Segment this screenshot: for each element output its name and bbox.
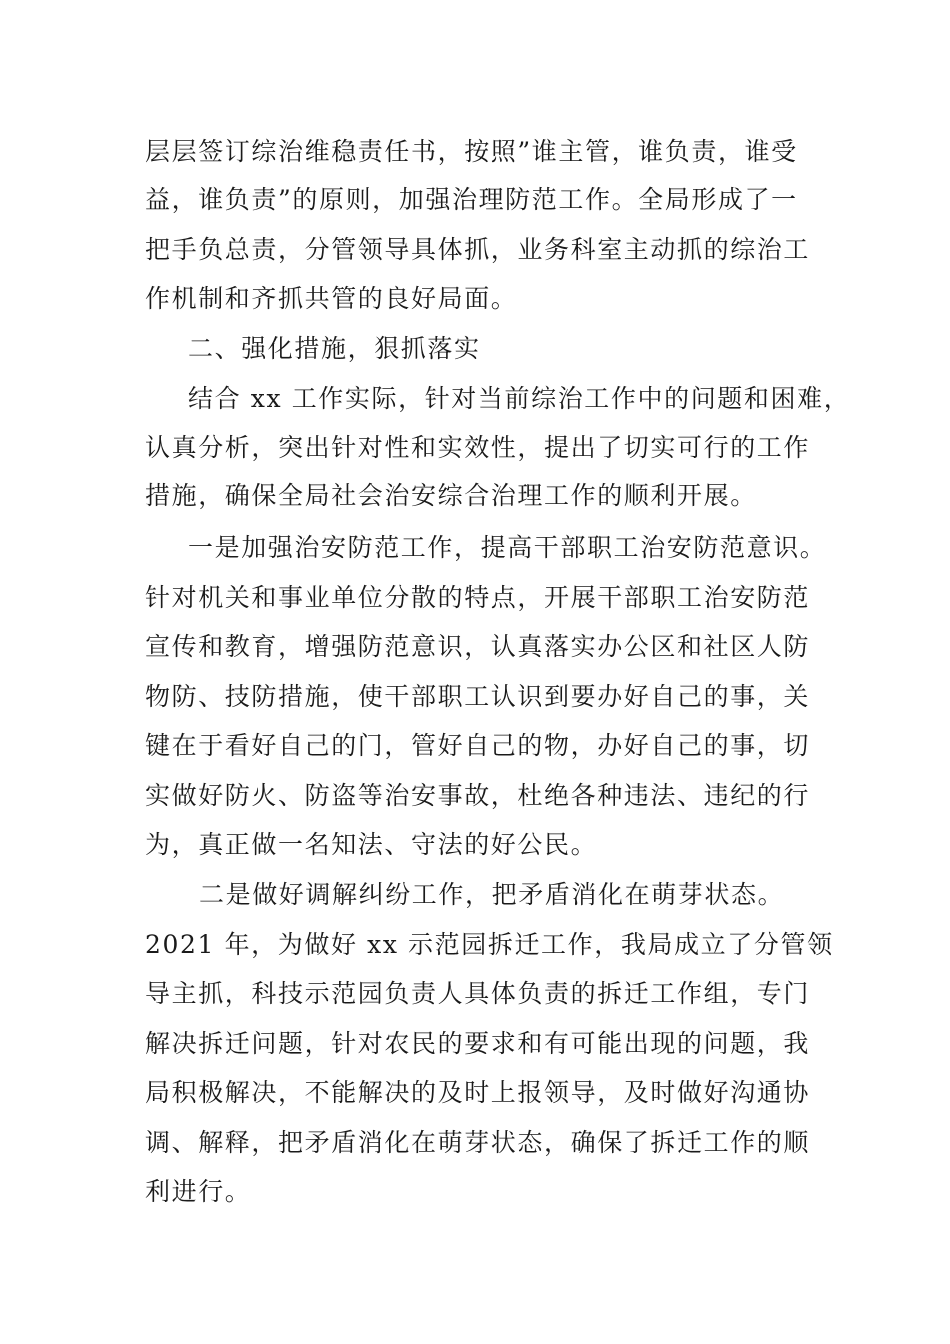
text-line: 局积极解决，不能解决的及时上报领导，及时做好沟通协	[145, 1078, 811, 1107]
text-line: 解决拆迁问题，针对农民的要求和有可能出现的问题，我	[145, 1029, 811, 1058]
text-line: 把手负总责，分管领导具体抓，业务科室主动抓的综治工	[145, 235, 811, 264]
text-line: 二是做好调解纠纷工作，把矛盾消化在萌芽状态。	[199, 880, 785, 909]
text-line: 实做好防火、防盗等治安事故，杜绝各种违法、违纪的行	[145, 781, 811, 810]
text-line: 2021 年，为做好 xx 示范园拆迁工作，我局成立了分管领	[145, 930, 834, 959]
text-line: 导主抓，科技示范园负责人具体负责的拆迁工作组，专门	[145, 979, 811, 1008]
text-line: 调、解释，把矛盾消化在萌芽状态，确保了拆迁工作的顺	[145, 1128, 811, 1157]
text-line: 物防、技防措施，使干部职工认识到要办好自己的事，关	[145, 682, 811, 711]
text-line: 键在于看好自己的门，管好自己的物，办好自己的事，切	[145, 731, 811, 760]
text-line: 认真分析，突出针对性和实效性，提出了切实可行的工作	[145, 433, 811, 462]
text-line: 为，真正做一名知法、守法的好公民。	[145, 830, 598, 859]
text-line: 结合 xx 工作实际，针对当前综治工作中的问题和困难，	[188, 384, 851, 413]
text-line: 宣传和教育，增强防范意识，认真落实办公区和社区人防	[145, 632, 811, 661]
text-line: 一是加强治安防范工作，提高干部职工治安防范意识。	[188, 533, 827, 562]
text-line: 益，谁负责”的原则，加强治理防范工作。全局形成了一	[145, 185, 798, 214]
section-heading: 二、强化措施，狠抓落实	[188, 334, 481, 363]
text-line: 针对机关和事业单位分散的特点，开展干部职工治安防范	[145, 583, 811, 612]
text-line: 利进行。	[145, 1177, 252, 1206]
text-line: 措施，确保全局社会治安综合治理工作的顺利开展。	[145, 481, 757, 510]
text-line: 作机制和齐抓共管的良好局面。	[145, 284, 518, 313]
text-line: 层层签订综治维稳责任书，按照”谁主管，谁负责，谁受	[145, 137, 798, 166]
